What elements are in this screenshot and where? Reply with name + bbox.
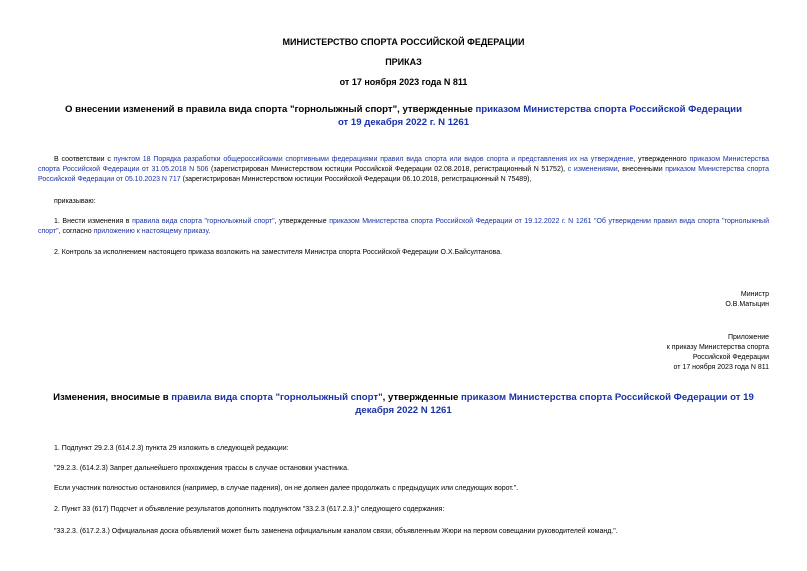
ministry-heading: МИНИСТЕРСТВО СПОРТА РОССИЙСКОЙ ФЕДЕРАЦИИ <box>282 37 525 47</box>
changes-title-link-order[interactable]: приказом Министерства спорта Российской Федерации от 19 декабря 2022 N 1261 <box>355 392 754 416</box>
preamble-text-2: , утвержденного <box>633 156 690 163</box>
appendix-line-2: к приказу Министерства спорта <box>666 344 769 351</box>
appendix-line-1: Приложение <box>727 334 769 341</box>
title-text: О внесении изменений в правила вида спорта "горнолыжный спорт", утвержденные <box>65 104 476 115</box>
item1-text-3: , согласно <box>58 228 94 235</box>
preamble-link-order-717[interactable]: приказом Министерства спорта Российской Федерации от 05.10.2023 N 717 <box>38 166 769 183</box>
preamble-text-3: (зарегистрирован Министерством юстиции Российской Федерации 02.08.2018, регистрационный N 51752), <box>208 166 568 173</box>
change-item-3: Если участник полностью остановился (например, в случае падения), он не должен далее продолжать с предыдущих или следующих ворот.". <box>54 485 519 492</box>
title-order-link[interactable]: приказом Министерства спорта Российской Федерации от 19 декабря 2022 г. N 1261 <box>337 104 742 128</box>
preamble-link-procedure[interactable]: пунктом 18 Порядка разработки общероссийскими спортивными федерациями правил вида спорта или видов спорта и представления их на утверждение <box>113 156 634 163</box>
item1-link-order-1261[interactable]: приказом Министерства спорта Российской Федерации от 19.12.2022 г. N 1261 "Об утверждении правил вида спорта "горнолыжный спорт" <box>38 218 770 235</box>
changes-title <box>40 391 767 417</box>
signature-name: О.В.Матыцин <box>725 301 769 308</box>
preamble-text-4: , внесенными <box>617 166 666 173</box>
preamble-paragraph <box>38 155 769 185</box>
preamble-text-5: (зарегистрирован Министерством юстиции Российской Федерации 06.10.2018, регистрационный N 75489), <box>180 176 532 183</box>
appendix-line-4: от 17 ноября 2023 года N 811 <box>673 364 769 371</box>
change-item-5: "33.2.3. (617.2.3.) Официальная доска объявлений может быть заменена официальным каналом связи, объявленным Жюри на первом совещании руководителей команд.". <box>54 528 618 535</box>
signature-position: Министр <box>740 291 769 298</box>
item-2: 2. Контроль за исполнением настоящего приказа возложить на заместителя Министра спорта Российской Федерации О.Х.Байсултанова. <box>54 249 503 256</box>
item1-text-2: , утвержденные <box>274 218 330 225</box>
document-title <box>60 103 747 129</box>
preamble-link-amendments[interactable]: с изменениями <box>567 166 618 173</box>
item-1 <box>38 217 769 237</box>
change-item-2: "29.2.3. (614.2.3) Запрет дальнейшего прохождения трассы в случае остановки участника. <box>54 465 349 472</box>
doc-date: от 17 ноября 2023 года N 811 <box>339 77 468 87</box>
preamble-link-order-506[interactable]: приказом Министерства спорта Российской Федерации от 31.05.2018 N 506 <box>38 156 770 173</box>
change-item-4: 2. Пункт 33 (617) Подсчет и объявление результатов дополнить подпунктом "33.2.3 (617.2.3.)" следующего содержания: <box>54 506 445 513</box>
item1-text-4: . <box>208 228 211 235</box>
item1-link-appendix[interactable]: приложению к настоящему приказу <box>93 228 209 235</box>
item1-text-1: 1. Внести изменения в <box>54 218 133 225</box>
order-word: приказываю: <box>54 198 96 205</box>
preamble-text-1: В соответствии с <box>54 156 114 163</box>
change-item-1: 1. Подпункт 29.2.3 (614.2.3) пункта 29 изложить в следующей редакции: <box>54 445 289 452</box>
appendix-line-3: Российской Федерации <box>692 354 769 361</box>
item1-link-rules[interactable]: правила вида спорта "горнолыжный спорт" <box>132 218 275 225</box>
changes-title-text-2: , утвержденные <box>382 392 461 403</box>
changes-title-text-1: Изменения, вносимые в <box>53 392 172 403</box>
changes-title-link-rules[interactable]: правила вида спорта "горнолыжный спорт" <box>171 392 383 403</box>
doc-type: ПРИКАЗ <box>385 57 422 67</box>
